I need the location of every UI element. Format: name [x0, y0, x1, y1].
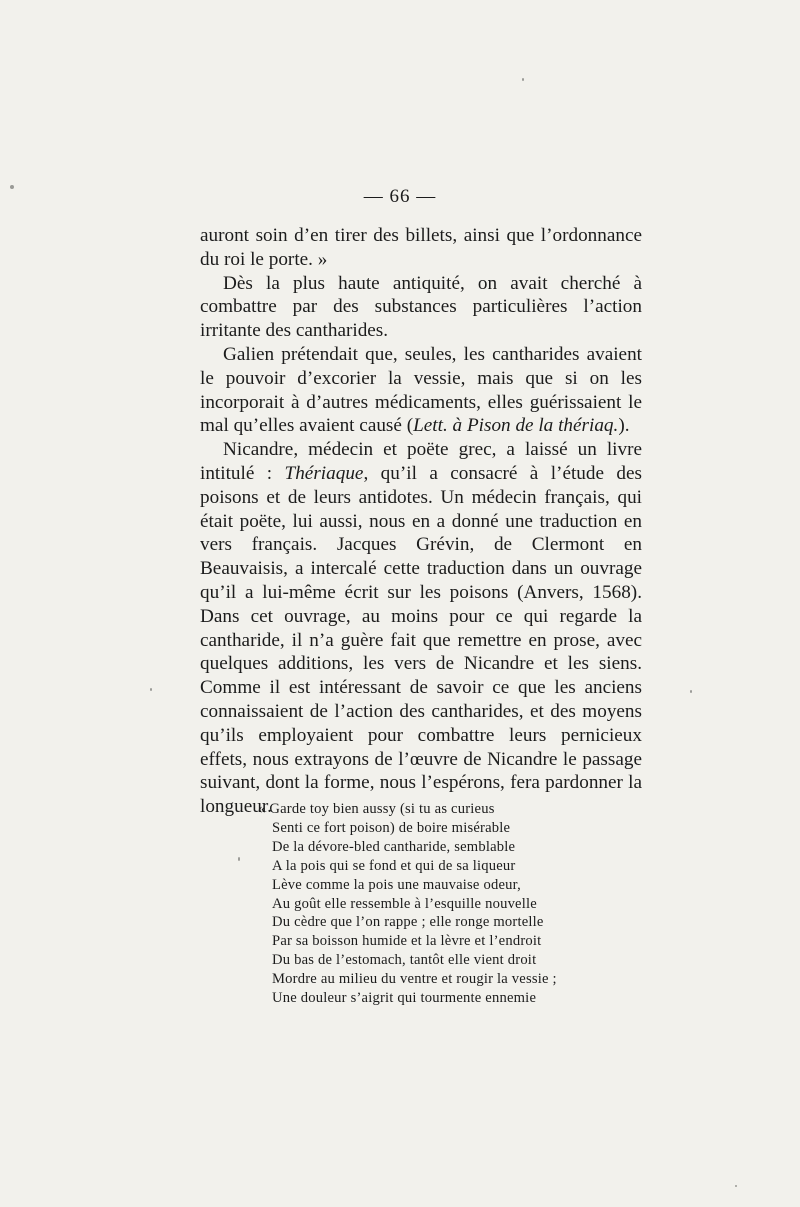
body-text — [200, 224, 642, 819]
verse-line: Une douleur s’aigrit qui tourmente ennemie — [272, 990, 537, 1007]
paragraph-antiquity — [200, 272, 642, 343]
paper-speck — [690, 690, 692, 693]
page-number: — 66 — — [363, 186, 437, 207]
verse-line: Mordre au milieu du ventre et rougir la vessie ; — [272, 971, 557, 988]
verse-line: Par sa boisson humide et la lèvre et l’endroit — [272, 933, 542, 950]
verse-quotation — [258, 800, 598, 1008]
paragraph-text: Nicandre, médecin et poëte grec, a laissé un livre intitulé : — [200, 439, 642, 484]
paragraph-text: , qu’il a consacré à l’étude des poisons et de leurs antidotes. Un médecin français, qui était poëte, lui aussi, nous en a donné une traduction en vers français. Jacques Grévin, de Clermont en Beauvaisis, a intercalé cette traduction dans un ouvrage qu’il a lui-même écrit sur les poisons (Anvers, 1568). Dans cet ouvrage, au moins pour ce qui regarde la cantharide, il n’a guère fait que remettre en prose, avec quelques additions, les vers de Nicandre et les siens. Comme il est intéressant de savoir ce que les anciens connaissaient de l’action des cantharides, et des moyens qu’ils employaient pour combattre leurs pernicieux effets, nous extrayons de l’œuvre de Nicandre le passage suivant, dont la forme, nous l’espérons, fera pardonner la longueur. — [200, 462, 642, 818]
verse-line: Au goût elle ressemble à l’esquille nouvelle — [272, 895, 537, 912]
paragraph-galien — [200, 343, 642, 438]
paper-speck — [150, 688, 152, 691]
verse-line: De la dévore-bled cantharide, semblable — [272, 838, 516, 855]
verse-line: « Garde toy bien aussy (si tu as curieus — [258, 801, 495, 817]
verse-line: Lève comme la pois une mauvaise odeur, — [272, 876, 521, 893]
paragraph-text: Galien prétendait que, seules, les cantharides avaient le pouvoir d’excorier la vessie, mais que si on les incorporait à d’autres médicaments, elles guérissaient le mal qu’elles avaient causé ( — [200, 343, 642, 437]
paragraph-text: ). — [618, 415, 630, 437]
paragraph-nicandre — [200, 438, 642, 819]
paragraph-continuation — [200, 224, 642, 272]
verse-line: Senti ce fort poison) de boire misérable — [272, 819, 511, 836]
paper-speck — [522, 78, 524, 81]
book-title: Thériaque — [284, 462, 364, 484]
verse-line: Du bas de l’estomach, tantôt elle vient droit — [272, 952, 537, 969]
paragraph-text: auront soin d’en tirer des billets, ainsi que l’ordonnance du roi le porte. » — [200, 225, 642, 270]
verse-line: A la pois qui se fond et qui de sa liqueur — [272, 857, 516, 874]
paper-speck — [10, 185, 14, 189]
paper-speck — [735, 1185, 737, 1187]
paragraph-text: Dès la plus haute antiquité, on avait cherché à combattre par des substances particulières l’action irritante des cantharides. — [200, 272, 642, 342]
paper-speck — [238, 857, 240, 861]
reference-citation: Lett. à Pison de la thériaq. — [413, 415, 619, 437]
verse-line: Du cèdre que l’on rappe ; elle ronge mortelle — [272, 914, 544, 931]
